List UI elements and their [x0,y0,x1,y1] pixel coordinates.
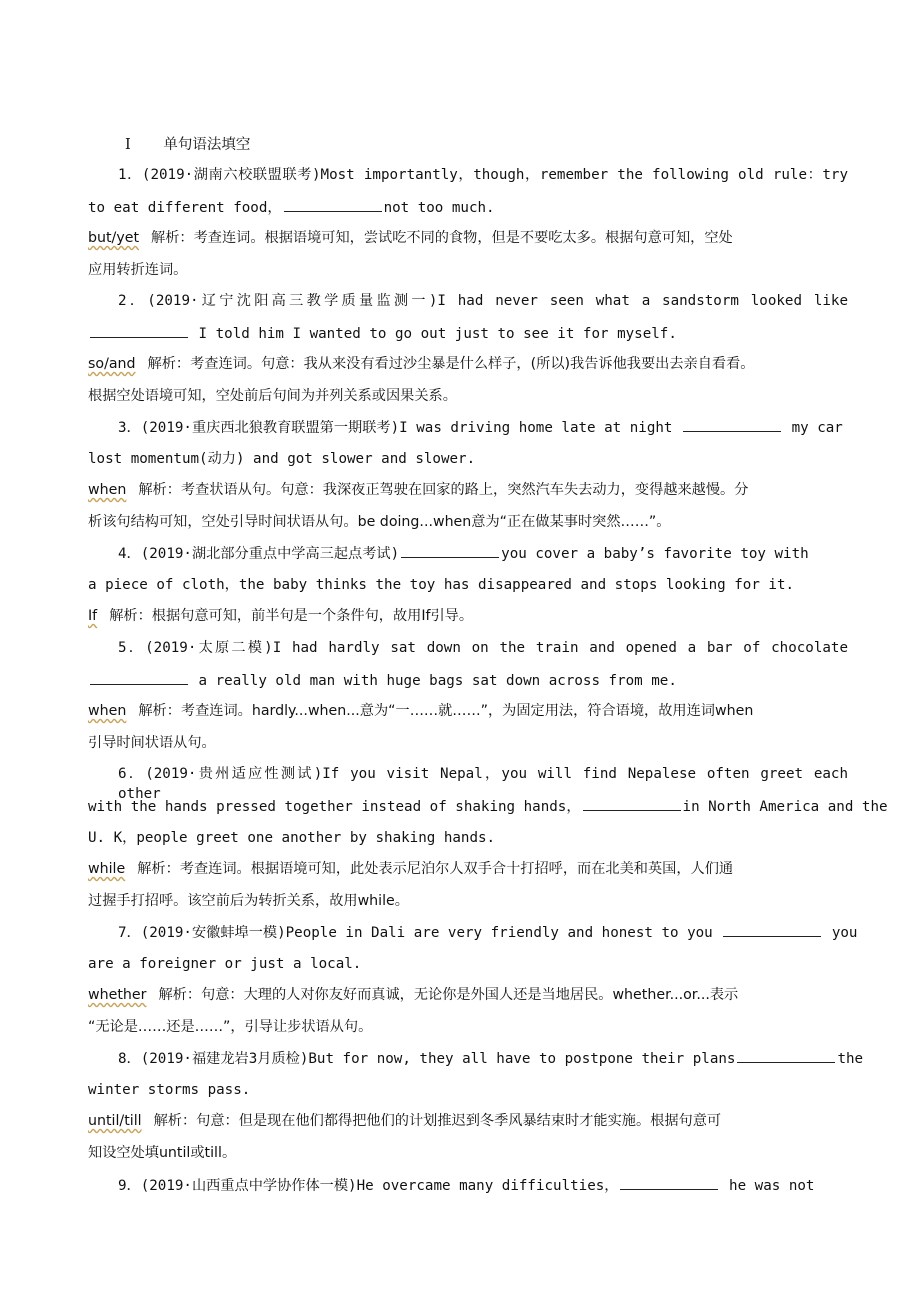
answer-text: until/till [88,1113,142,1129]
answer-text: when [88,703,127,719]
answer-text: when [88,482,127,498]
question-5-line-2: a really old man with huge bags sat down across from me. [88,670,848,691]
question-8-line-2: winter storms pass. [88,1082,251,1098]
section-header [125,133,250,154]
explanation-2-line-1: so/and 解析：考查连词。句意：我从来没有看过沙尘暴是什么样子，(所以)我告诉他我要出去亲自看看。 [88,356,755,372]
answer-blank [737,1048,835,1063]
question-8-line-1: 8．(2019·福建龙岩3月质检)But for now, they all have to postpone their plans the [118,1048,848,1069]
question-1-line-2: to eat different food， not too much. [88,197,848,218]
answer-blank [90,323,188,338]
explanation-3-line-1: when 解析：考查状语从句。句意：我深夜正驾驶在回家的路上，突然汽车失去动力，变得越来越慢。分 [88,482,749,498]
question-2-line-1: 2．(2019·辽宁沈阳高三教学质量监测一)I had never seen what a sandstorm looked like [118,293,848,309]
explanation-4-line-1: If 解析：根据句意可知，前半句是一个条件句，故用If引导。 [88,608,474,624]
section-title: 单句语法填空 [163,137,251,153]
explanation-1-line-1: but/yet 解析：考查连词。根据语境可知，尝试吃不同的食物，但是不要吃太多。根据句意可知，空处 [88,230,733,246]
question-7-line-1: 7．(2019·安徽蚌埠一模)People in Dali are very friendly and honest to you you [118,922,848,943]
question-5-line-1: 5．(2019·太原二模)I had hardly sat down on the train and opened a bar of chocolate [118,640,848,656]
answer-blank [683,417,781,432]
explanation-8-line-2: 知设空处填until或till。 [88,1145,237,1161]
question-2-line-2: I told him I wanted to go out just to see it for myself. [88,323,848,344]
question-3-line-1: 3．(2019·重庆西北狼教育联盟第一期联考)I was driving home late at night my car [118,417,848,438]
question-6-line-3: U. K，people greet one another by shaking hands. [88,830,496,846]
question-6-line-1: 6．(2019·贵州适应性测试)If you visit Nepal，you will find Nepalese often greet each other [118,766,848,802]
explanation-5-line-1: when 解析：考查连词。hardly...when...意为“一……就……”，为固定用法，符合语境，故用连词when [88,703,754,719]
answer-blank [583,796,681,811]
question-6-line-2: with the hands pressed together instead of shaking hands， in North America and the [88,796,848,817]
question-4-line-2: a piece of cloth，the baby thinks the toy has disappeared and stops looking for it. [88,577,795,593]
question-4-line-1: 4．(2019·湖北部分重点中学高三起点考试) you cover a baby’s favorite toy with [118,543,848,564]
explanation-3-line-2: 析该句结构可知，空处引导时间状语从句。be doing...when意为“正在做某事时突然……”。 [88,514,671,530]
answer-text: so/and [88,356,136,372]
explanation-7-line-1: whether 解析：句意：大理的人对你友好而真诚，无论你是外国人还是当地居民。whether...or...表示 [88,987,739,1003]
answer-blank [401,543,499,558]
question-7-line-2: are a foreigner or just a local. [88,956,362,972]
question-3-line-2: lost momentum(动力) and got slower and slower. [88,451,476,467]
explanation-8-line-1: until/till 解析：句意：但是现在他们都得把他们的计划推迟到冬季风暴结束时才能实施。根据句意可 [88,1113,722,1129]
answer-text: while [88,861,126,877]
answer-blank [620,1175,718,1190]
answer-blank [284,197,382,212]
answer-text: If [88,608,98,624]
explanation-1-line-2: 应用转折连词。 [88,262,188,278]
question-9-line-1: 9．(2019·山西重点中学协作体一模)He overcame many difficulties， he was not [118,1175,848,1196]
explanation-6-line-2: 过握手打招呼。该空前后为转折关系，故用while。 [88,893,409,909]
explanation-5-line-2: 引导时间状语从句。 [88,735,216,751]
question-1-line-1: 1．(2019·湖南六校联盟联考)Most importantly，though，remember the following old rule：try [118,167,848,183]
answer-blank [90,670,188,685]
answer-text: whether [88,987,147,1003]
explanation-6-line-1: while 解析：考查连词。根据语境可知，此处表示尼泊尔人双手合十打招呼，而在北美和英国，人们通 [88,861,734,877]
explanation-2-line-2: 根据空处语境可知，空处前后句间为并列关系或因果关系。 [88,388,457,404]
section-number: Ⅰ [125,137,131,153]
answer-blank [723,922,821,937]
answer-text: but/yet [88,230,140,246]
explanation-7-line-2: “无论是……还是……”，引导让步状语从句。 [88,1019,373,1035]
